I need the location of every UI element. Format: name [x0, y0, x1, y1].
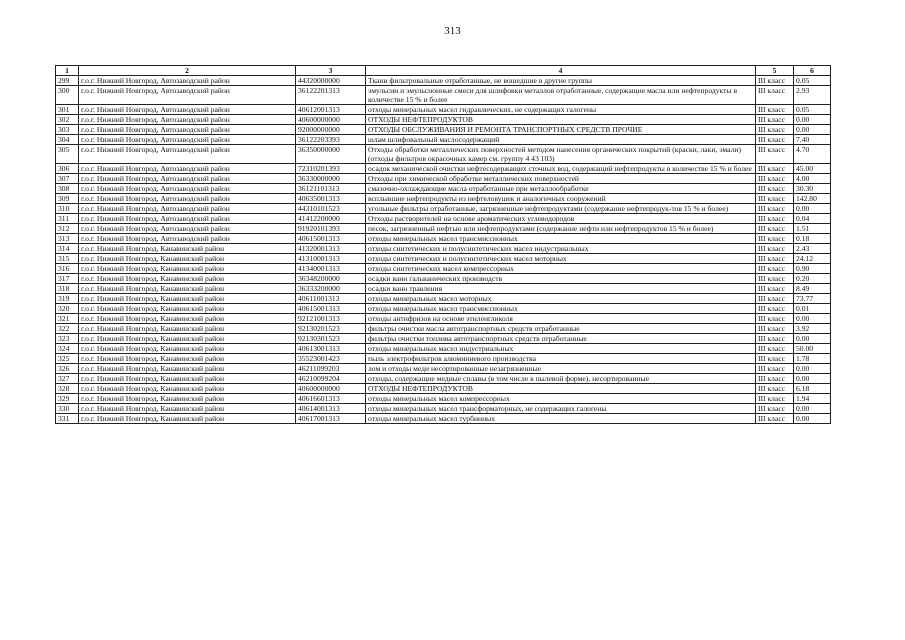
hazard-class-cell: III класс [756, 324, 794, 334]
waste-code-cell: 40635001313 [296, 194, 366, 204]
row-number-cell: 315 [56, 254, 79, 264]
column-header-3: 3 [296, 66, 366, 76]
hazard-class-cell: III класс [756, 274, 794, 284]
amount-cell: 0.00 [794, 374, 831, 384]
amount-cell: 6.18 [794, 384, 831, 394]
amount-cell: 0.00 [794, 334, 831, 344]
location-cell: г.о.г. Нижний Новгород, Автозаводский район [79, 234, 296, 244]
row-number-cell: 303 [56, 125, 79, 135]
column-header-1: 1 [56, 66, 79, 76]
amount-cell: 0.04 [794, 214, 831, 224]
row-number-cell: 326 [56, 364, 79, 374]
waste-code-cell: 41340001313 [296, 264, 366, 274]
location-cell: г.о.г. Нижний Новгород, Канавинский район [79, 404, 296, 414]
hazard-class-cell: III класс [756, 194, 794, 204]
amount-cell: 0.00 [794, 364, 831, 374]
waste-description-cell: отходы минеральных масел трансмиссионных [366, 304, 756, 314]
hazard-class-cell: III класс [756, 164, 794, 174]
hazard-class-cell: III класс [756, 76, 794, 86]
hazard-class-cell: III класс [756, 254, 794, 264]
waste-description-cell: отходы минеральных масел турбинных [366, 414, 756, 424]
location-cell: г.о.г. Нижний Новгород, Канавинский район [79, 324, 296, 334]
waste-code-cell: 36333200000 [296, 284, 366, 294]
hazard-class-cell: III класс [756, 404, 794, 414]
location-cell: г.о.г. Нижний Новгород, Автозаводский район [79, 145, 296, 164]
amount-cell: 7.40 [794, 135, 831, 145]
hazard-class-cell: III класс [756, 344, 794, 354]
table-row [56, 254, 831, 264]
hazard-class-cell: III класс [756, 264, 794, 274]
waste-description-cell: отходы минеральных масел моторных [366, 294, 756, 304]
waste-description-cell: отходы минеральных масел гидравлических, не содержащих галогены [366, 105, 756, 115]
hazard-class-cell: III класс [756, 364, 794, 374]
location-cell: г.о.г. Нижний Новгород, Канавинский район [79, 264, 296, 274]
row-number-cell: 320 [56, 304, 79, 314]
waste-code-cell: 92130201523 [296, 324, 366, 334]
table-row [56, 76, 831, 86]
row-number-cell: 314 [56, 244, 79, 254]
row-number-cell: 317 [56, 274, 79, 284]
amount-cell: 0.05 [794, 76, 831, 86]
hazard-class-cell: III класс [756, 384, 794, 394]
row-number-cell: 323 [56, 334, 79, 344]
hazard-class-cell: III класс [756, 105, 794, 115]
waste-code-cell: 40617001313 [296, 414, 366, 424]
location-cell: г.о.г. Нижний Новгород, Автозаводский район [79, 184, 296, 194]
waste-description-cell: фильтры очистки топлива автотранспортных средств отработанные [366, 334, 756, 344]
waste-code-cell: 40600000000 [296, 115, 366, 125]
location-cell: г.о.г. Нижний Новгород, Канавинский район [79, 364, 296, 374]
table-row [56, 304, 831, 314]
table-row [56, 334, 831, 344]
waste-code-cell: 44310101523 [296, 204, 366, 214]
table-row [56, 224, 831, 234]
amount-cell: 50.00 [794, 344, 831, 354]
hazard-class-cell: III класс [756, 244, 794, 254]
table-row [56, 234, 831, 244]
table-row [56, 394, 831, 404]
hazard-class-cell: III класс [756, 284, 794, 294]
amount-cell: 0.05 [794, 105, 831, 115]
hazard-class-cell: III класс [756, 204, 794, 214]
row-number-cell: 308 [56, 184, 79, 194]
waste-description-cell: лом и отходы меди несортированные незагрязненные [366, 364, 756, 374]
waste-code-cell: 36121101313 [296, 184, 366, 194]
row-number-cell: 330 [56, 404, 79, 414]
amount-cell: 73.77 [794, 294, 831, 304]
waste-code-cell: 46210099204 [296, 374, 366, 384]
waste-code-cell: 41412200000 [296, 214, 366, 224]
waste-description-cell: отходы минеральных масел трансформаторных, не содержащих галогены [366, 404, 756, 414]
table-row [56, 324, 831, 334]
waste-code-cell: 92121001313 [296, 314, 366, 324]
location-cell: г.о.г. Нижний Новгород, Автозаводский район [79, 214, 296, 224]
amount-cell: 0.01 [794, 304, 831, 314]
row-number-cell: 301 [56, 105, 79, 115]
waste-description-cell: пыль электрофильтров алюминиевого производства [366, 354, 756, 364]
column-header-4: 4 [366, 66, 756, 76]
amount-cell: 4.00 [794, 174, 831, 184]
table-row [56, 294, 831, 304]
waste-description-cell: всплывшие нефтепродукты из нефтеловушек и аналогичных сооружений [366, 194, 756, 204]
waste-description-cell: отходы минеральных масел индустриальных [366, 344, 756, 354]
row-number-cell: 305 [56, 145, 79, 164]
table-row [56, 354, 831, 364]
amount-cell: 0.00 [794, 204, 831, 214]
waste-code-cell: 92000000000 [296, 125, 366, 135]
amount-cell: 142.80 [794, 194, 831, 204]
row-number-cell: 300 [56, 86, 79, 105]
location-cell: г.о.г. Нижний Новгород, Канавинский район [79, 394, 296, 404]
hazard-class-cell: III класс [756, 294, 794, 304]
row-number-cell: 312 [56, 224, 79, 234]
hazard-class-cell: III класс [756, 374, 794, 384]
table-row [56, 135, 831, 145]
waste-code-cell: 36122203393 [296, 135, 366, 145]
table-row [56, 374, 831, 384]
header-row [56, 66, 831, 76]
waste-description-cell: песок, загрязненный нефтью или нефтепродуктами (содержание нефти или нефтепродуктов 15 % и более) [366, 224, 756, 234]
location-cell: г.о.г. Нижний Новгород, Автозаводский район [79, 194, 296, 204]
amount-cell: 2.43 [794, 244, 831, 254]
row-number-cell: 304 [56, 135, 79, 145]
row-number-cell: 302 [56, 115, 79, 125]
waste-code-cell: 40615001313 [296, 304, 366, 314]
hazard-class-cell: III класс [756, 174, 794, 184]
row-number-cell: 316 [56, 264, 79, 274]
table-row [56, 174, 831, 184]
row-number-cell: 328 [56, 384, 79, 394]
amount-cell: 1.51 [794, 224, 831, 234]
amount-cell: 0.00 [794, 414, 831, 424]
table-row [56, 164, 831, 174]
location-cell: г.о.г. Нижний Новгород, Канавинский район [79, 354, 296, 364]
waste-description-cell: осадки ванн травления [366, 284, 756, 294]
amount-cell: 0.00 [794, 125, 831, 135]
waste-code-cell: 40616601313 [296, 394, 366, 404]
waste-description-cell: отходы, содержащие медные сплавы (в том числе в пылевой форме), несортированные [366, 374, 756, 384]
waste-code-cell: 36122201313 [296, 86, 366, 105]
row-number-cell: 306 [56, 164, 79, 174]
row-number-cell: 319 [56, 294, 79, 304]
waste-description-cell: ОТХОДЫ ОБСЛУЖИВАНИЯ И РЕМОНТА ТРАНСПОРТНЫХ СРЕДСТВ ПРОЧИЕ [366, 125, 756, 135]
row-number-cell: 309 [56, 194, 79, 204]
hazard-class-cell: III класс [756, 125, 794, 135]
location-cell: г.о.г. Нижний Новгород, Канавинский район [79, 254, 296, 264]
location-cell: г.о.г. Нижний Новгород, Автозаводский район [79, 86, 296, 105]
waste-code-cell: 46211099203 [296, 364, 366, 374]
amount-cell: 3.92 [794, 324, 831, 334]
waste-description-cell: отходы антифризов на основе этиленгликоля [366, 314, 756, 324]
table-row [56, 244, 831, 254]
table-row [56, 115, 831, 125]
waste-description-cell: осадок механической очистки нефтесодержащих сточных вод, содержащий нефтепродукты в количестве 15 % и более [366, 164, 756, 174]
waste-description-cell: отходы минеральных масел компрессорных [366, 394, 756, 404]
amount-cell: 0.00 [794, 314, 831, 324]
waste-description-cell: шлам шлифовальный маслосодержащий [366, 135, 756, 145]
waste-code-cell: 40613001313 [296, 344, 366, 354]
amount-cell: 24.12 [794, 254, 831, 264]
location-cell: г.о.г. Нижний Новгород, Канавинский район [79, 284, 296, 294]
row-number-cell: 313 [56, 234, 79, 244]
waste-description-cell: Отходы растворителей на основе ароматических углеводородов [366, 214, 756, 224]
location-cell: г.о.г. Нижний Новгород, Канавинский район [79, 274, 296, 284]
row-number-cell: 310 [56, 204, 79, 214]
hazard-class-cell: III класс [756, 394, 794, 404]
waste-description-cell: фильтры очистки масла автотранспортных средств отработанные [366, 324, 756, 334]
location-cell: г.о.г. Нижний Новгород, Автозаводский район [79, 105, 296, 115]
table-row [56, 284, 831, 294]
table-row [56, 314, 831, 324]
row-number-cell: 299 [56, 76, 79, 86]
hazard-class-cell: III класс [756, 224, 794, 234]
row-number-cell: 307 [56, 174, 79, 184]
page-number: 313 [444, 25, 461, 37]
location-cell: г.о.г. Нижний Новгород, Автозаводский район [79, 204, 296, 214]
table-row [56, 344, 831, 354]
table-row [56, 414, 831, 424]
hazard-class-cell: III класс [756, 184, 794, 194]
amount-cell: 0.90 [794, 264, 831, 274]
table-row [56, 214, 831, 224]
table-row [56, 105, 831, 115]
row-number-cell: 324 [56, 344, 79, 354]
hazard-class-cell: III класс [756, 115, 794, 125]
waste-description-cell: угольные фильтры отработанные, загрязненные нефтепродуктами (содержание нефтепродук-тов 15 % и более) [366, 204, 756, 214]
amount-cell: 30.30 [794, 184, 831, 194]
waste-description-cell: Отходы обработки металлических поверхностей методом нанесения органических покрытий (краски, лаки, эмали)(отходы фильтров окрасочных камер см. группу 4 43 103) [366, 145, 756, 164]
waste-code-cell: 36330000000 [296, 174, 366, 184]
location-cell: г.о.г. Нижний Новгород, Автозаводский район [79, 135, 296, 145]
hazard-class-cell: III класс [756, 414, 794, 424]
amount-cell: 1.94 [794, 394, 831, 404]
location-cell: г.о.г. Нижний Новгород, Канавинский район [79, 244, 296, 254]
location-cell: г.о.г. Нижний Новгород, Канавинский район [79, 314, 296, 324]
waste-description-cell: эмульсии и эмульсионные смеси для шлифовки металлов отработанные, содержащие масла или нефтепродукты в количестве 15 % и более [366, 86, 756, 105]
location-cell: г.о.г. Нижний Новгород, Автозаводский район [79, 174, 296, 184]
hazard-class-cell: III класс [756, 135, 794, 145]
waste-code-cell: 41310001313 [296, 254, 366, 264]
table-row [56, 194, 831, 204]
location-cell: г.о.г. Нижний Новгород, Канавинский район [79, 294, 296, 304]
waste-description-cell: ОТХОДЫ НЕФТЕПРОДУКТОВ [366, 384, 756, 394]
row-number-cell: 311 [56, 214, 79, 224]
hazard-class-cell: III класс [756, 86, 794, 105]
column-header-5: 5 [756, 66, 794, 76]
amount-cell: 8.49 [794, 284, 831, 294]
waste-code-cell: 41320001313 [296, 244, 366, 254]
column-header-2: 2 [79, 66, 296, 76]
waste-code-cell: 91920101393 [296, 224, 366, 234]
row-number-cell: 322 [56, 324, 79, 334]
table-row [56, 125, 831, 135]
waste-code-cell: 36350000000 [296, 145, 366, 164]
row-number-cell: 331 [56, 414, 79, 424]
row-number-cell: 318 [56, 284, 79, 294]
location-cell: г.о.г. Нижний Новгород, Канавинский район [79, 334, 296, 344]
amount-cell: 45.00 [794, 164, 831, 174]
waste-description-cell: отходы синтетических и полусинтетических масел индустриальных [366, 244, 756, 254]
hazard-class-cell: III класс [756, 234, 794, 244]
waste-description-cell: отходы синтетических и полусинтетических масел моторных [366, 254, 756, 264]
waste-code-cell: 40612001313 [296, 105, 366, 115]
amount-cell: 0.00 [794, 115, 831, 125]
hazard-class-cell: III класс [756, 314, 794, 324]
hazard-class-cell: III класс [756, 334, 794, 344]
waste-description-cell: смазочно-охлаждающие масла отработанные при металлообработке [366, 184, 756, 194]
location-cell: г.о.г. Нижний Новгород, Канавинский район [79, 374, 296, 384]
hazard-class-cell: III класс [756, 214, 794, 224]
row-number-cell: 325 [56, 354, 79, 364]
table-row [56, 184, 831, 194]
table-row [56, 145, 831, 164]
waste-description-cell: Отходы при химической обработке металлических поверхностей [366, 174, 756, 184]
table-row [56, 204, 831, 214]
hazard-class-cell: III класс [756, 354, 794, 364]
amount-cell: 2.93 [794, 86, 831, 105]
amount-cell: 1.78 [794, 354, 831, 364]
waste-code-cell: 92130301523 [296, 334, 366, 344]
row-number-cell: 329 [56, 394, 79, 404]
hazard-class-cell: III класс [756, 145, 794, 164]
table-row [56, 86, 831, 105]
hazard-class-cell: III класс [756, 304, 794, 314]
location-cell: г.о.г. Нижний Новгород, Автозаводский район [79, 115, 296, 125]
row-number-cell: 321 [56, 314, 79, 324]
amount-cell: 4.70 [794, 145, 831, 164]
waste-code-cell: 40615001313 [296, 234, 366, 244]
amount-cell: 0.18 [794, 234, 831, 244]
amount-cell: 0.00 [794, 404, 831, 414]
waste-code-cell: 40614001313 [296, 404, 366, 414]
table-body [56, 76, 831, 424]
waste-code-cell: 72310201393 [296, 164, 366, 174]
waste-code-cell: 40600000000 [296, 384, 366, 394]
table-row [56, 384, 831, 394]
table-row [56, 404, 831, 414]
location-cell: г.о.г. Нижний Новгород, Канавинский район [79, 344, 296, 354]
row-number-cell: 327 [56, 374, 79, 384]
location-cell: г.о.г. Нижний Новгород, Канавинский район [79, 304, 296, 314]
location-cell: г.о.г. Нижний Новгород, Автозаводский район [79, 164, 296, 174]
waste-description-cell: отходы синтетических масел компрессорных [366, 264, 756, 274]
location-cell: г.о.г. Нижний Новгород, Канавинский район [79, 414, 296, 424]
location-cell: г.о.г. Нижний Новгород, Автозаводский район [79, 125, 296, 135]
table-row [56, 364, 831, 374]
column-header-6: 6 [794, 66, 831, 76]
waste-code-cell: 35523001423 [296, 354, 366, 364]
table-row [56, 274, 831, 284]
waste-description-cell: Ткани фильтровальные отработанные, не вошедшие в другие группы [366, 76, 756, 86]
waste-description-cell: отходы минеральных масел трансмиссионных [366, 234, 756, 244]
location-cell: г.о.г. Нижний Новгород, Автозаводский район [79, 76, 296, 86]
waste-description-cell: ОТХОДЫ НЕФТЕПРОДУКТОВ [366, 115, 756, 125]
waste-code-cell: 44320000000 [296, 76, 366, 86]
amount-cell: 0.20 [794, 274, 831, 284]
waste-code-cell: 36348200000 [296, 274, 366, 284]
waste-description-cell: осадки ванн гальванических производств [366, 274, 756, 284]
location-cell: г.о.г. Нижний Новгород, Канавинский район [79, 384, 296, 394]
table-row [56, 264, 831, 274]
location-cell: г.о.г. Нижний Новгород, Автозаводский район [79, 224, 296, 234]
waste-registry-table [55, 65, 831, 424]
waste-code-cell: 40611001313 [296, 294, 366, 304]
